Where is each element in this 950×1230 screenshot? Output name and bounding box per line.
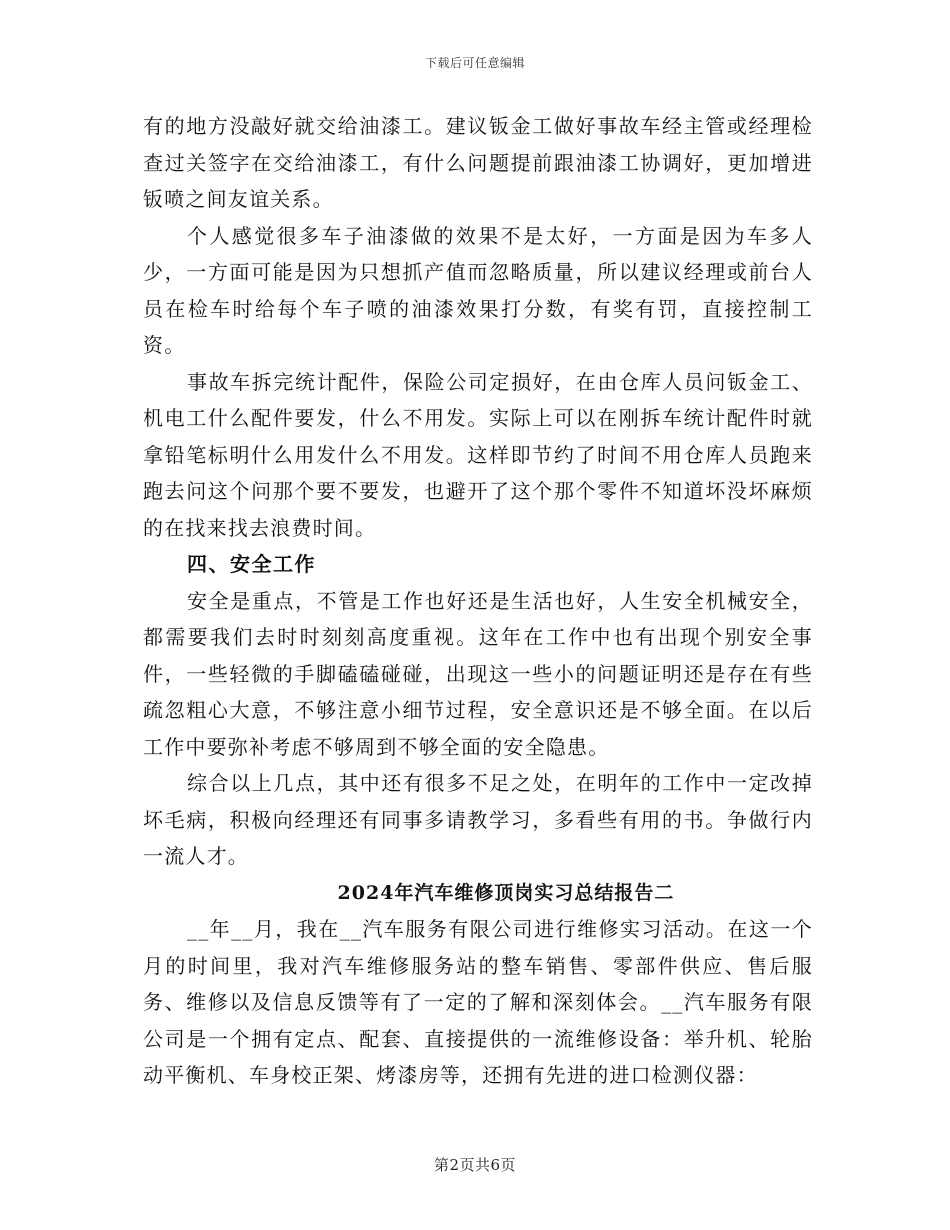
- paragraph-parts-handling: 事故车拆完统计配件，保险公司定损好，在由仓库人员问钣金工、机电工什么配件要发，什么不用发。实际上可以在刚拆车统计配件时就拿铅笔标明什么用发什么不用发。这样即节约了时间不用仓库人员跑来跑去问这个问那个要不要发，也避开了这个那个零件不知道坏没坏麻烦的在找来找去浪费时间。: [143, 369, 813, 540]
- paragraph-paint-quality: 个人感觉很多车子油漆做的效果不是太好，一方面是因为车多人少，一方面可能是因为只想抓产值而忽略质量，所以建议经理或前台人员在检车时给每个车子喷的油漆效果打分数，有奖有罚，直接控制工资。: [143, 223, 813, 357]
- paragraph-summary: 综合以上几点，其中还有很多不足之处，在明年的工作中一定改掉坏毛病，积极向经理还有同事多请教学习，多看些有用的书。争做行内一流人才。: [143, 771, 813, 868]
- report-title: 2024年汽车维修顶岗实习总结报告二: [337, 881, 675, 904]
- section-heading-safety: 四、安全工作: [187, 552, 316, 576]
- paragraph-internship-intro: __年__月，我在__汽车服务有限公司进行维修实习活动。在这一个月的时间里，我对汽车维修服务站的整车销售、零部件供应、售后服务、维修以及信息反馈等有了一定的了解和深刻体会。__汽车服务有限公司是一个拥有定点、配套、直接提供的一流维修设备：举升机、轮胎动平衡机、车身校正架、烤漆房等，还拥有先进的进口检测仪器：: [143, 917, 813, 1087]
- page-footer: 第2页共6页: [433, 1156, 517, 1174]
- paragraph-continued: 有的地方没敲好就交给油漆工。建议钣金工做好事故车经主管或经理检查过关签字在交给油漆工，有什么问题提前跟油漆工协调好，更加增进钣喷之间友谊关系。: [143, 114, 813, 211]
- page-header: 下载后可任意编辑: [424, 56, 525, 70]
- document-body: [143, 108, 813, 1094]
- paragraph-safety: 安全是重点，不管是工作也好还是生活也好，人生安全机械安全，都需要我们去时时刻刻高度重视。这年在工作中也有出现个别安全事件，一些轻微的手脚磕磕碰碰，出现这一些小的问题证明还是存在有些疏忽粗心大意，不够注意小细节过程，安全意识还是不够全面。在以后工作中要弥补考虑不够周到不够全面的安全隐患。: [143, 588, 813, 759]
